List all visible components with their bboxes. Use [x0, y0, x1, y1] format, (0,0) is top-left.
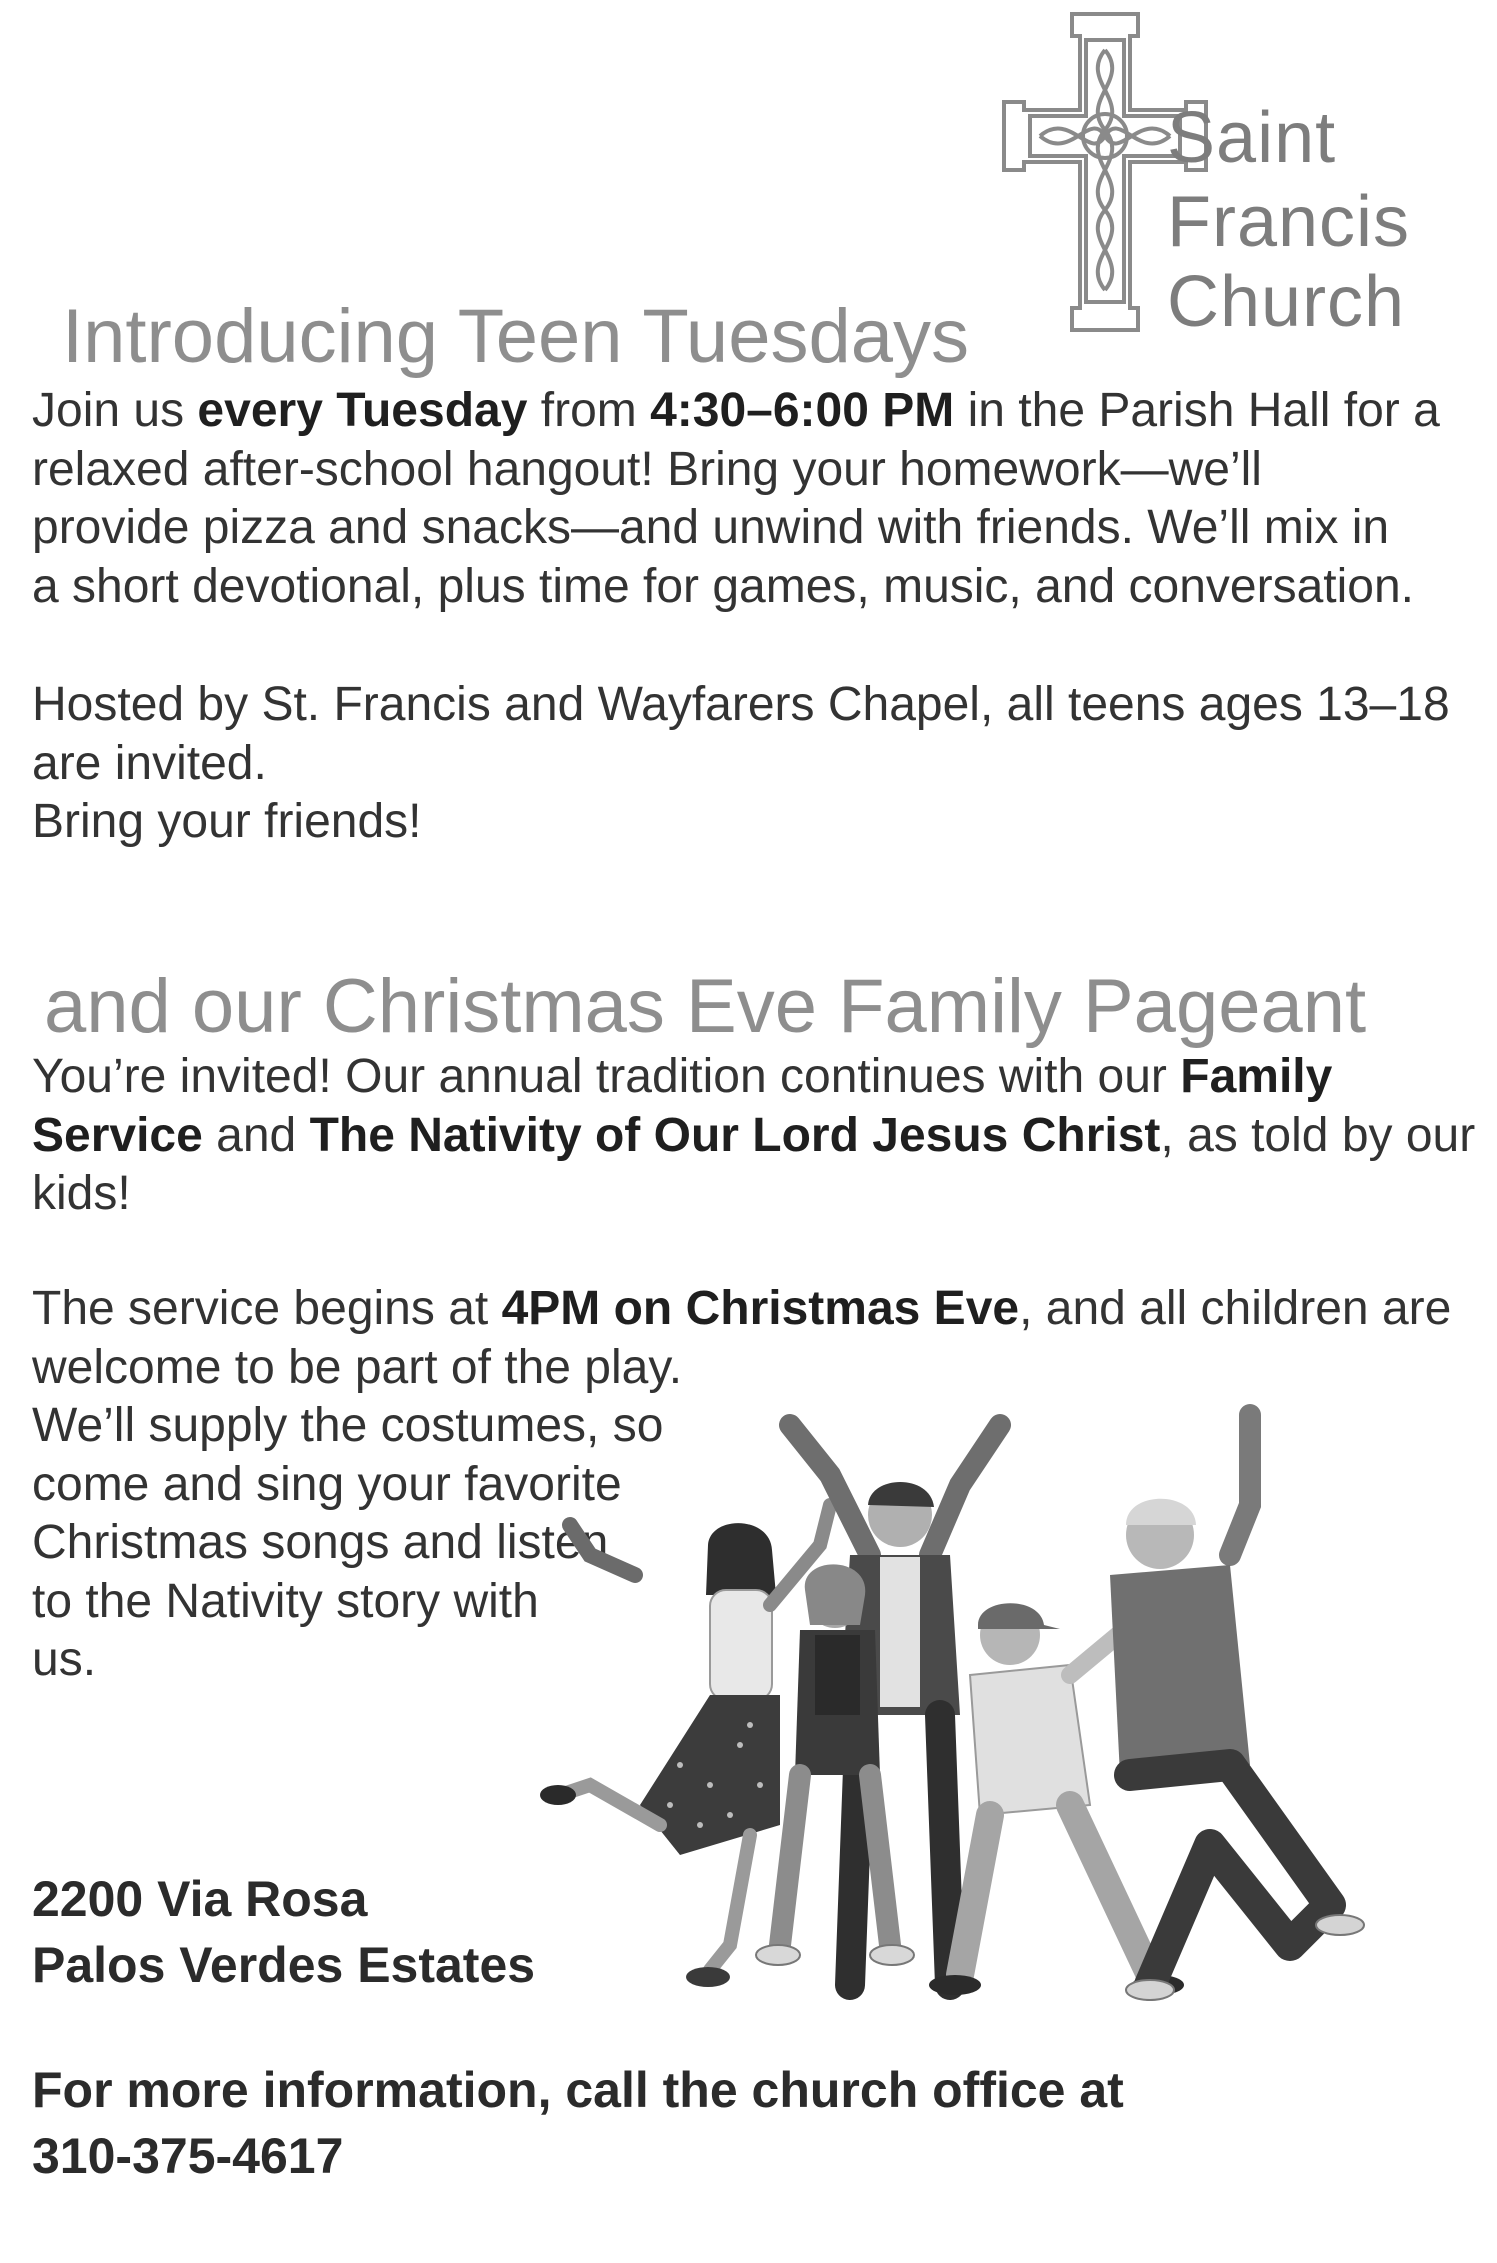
paragraph-line: The service begins at 4PM on Christmas Eve, and all children are: [32, 1282, 1452, 1335]
paragraph-line: Hosted by St. Francis and Wayfarers Chapel, all teens ages 13–18: [32, 678, 1450, 731]
paragraph-line: us.: [32, 1633, 97, 1686]
address-street: 2200 Via Rosa: [32, 1871, 368, 1927]
contact-text: For more information, call the church office at: [32, 2062, 1124, 2118]
teen-tuesdays-paragraph-2: [32, 676, 1472, 852]
church-address: [32, 1866, 535, 1998]
hoodie-boy-figure: [1110, 1415, 1364, 2000]
paragraph-line: welcome to be part of the play.: [32, 1340, 683, 1394]
paragraph-line: relaxed after-school hangout! Bring your homework—we’ll: [32, 442, 1262, 496]
paragraph-line: Service and The Nativity of Our Lord Jesus Christ, as told by our: [32, 1108, 1476, 1162]
celebrating-teens-illustration: [530, 1385, 1460, 2005]
teen-tuesdays-heading: Introducing Teen Tuesdays: [62, 293, 969, 379]
logo-word-church: Church: [1167, 262, 1406, 342]
paragraph-line: You’re invited! Our annual tradition continues with our Family: [32, 1050, 1333, 1103]
paragraph-line: Join us every Tuesday from 4:30–6:00 PM in the Parish Hall for a: [32, 384, 1440, 437]
logo-word-saint: Saint: [1167, 98, 1337, 178]
contact-phone[interactable]: 310-375-4617: [32, 2128, 344, 2184]
paragraph-line: to the Nativity story with: [32, 1574, 539, 1628]
contact-info: [32, 2057, 1124, 2189]
paragraph-line: provide pizza and snacks—and unwind with friends. We’ll mix in: [32, 501, 1390, 554]
pageant-paragraph-1: [32, 1048, 1476, 1224]
paragraph-line: Bring your friends!: [32, 795, 422, 848]
paragraph-line: We’ll supply the costumes, so: [32, 1399, 664, 1452]
address-city: Palos Verdes Estates: [32, 1937, 536, 1993]
paragraph-line: kids!: [32, 1167, 131, 1220]
paragraph-line: a short devotional, plus time for games, music, and conversation.: [32, 559, 1415, 613]
paragraph-line: Christmas songs and listen: [32, 1516, 609, 1569]
paragraph-line: are invited.: [32, 736, 267, 790]
pageant-heading: and our Christmas Eve Family Pageant: [44, 964, 1367, 1050]
logo-word-francis: Francis: [1167, 182, 1411, 262]
paragraph-line: come and sing your favorite: [32, 1457, 622, 1511]
teen-tuesdays-paragraph-1: [32, 382, 1472, 616]
